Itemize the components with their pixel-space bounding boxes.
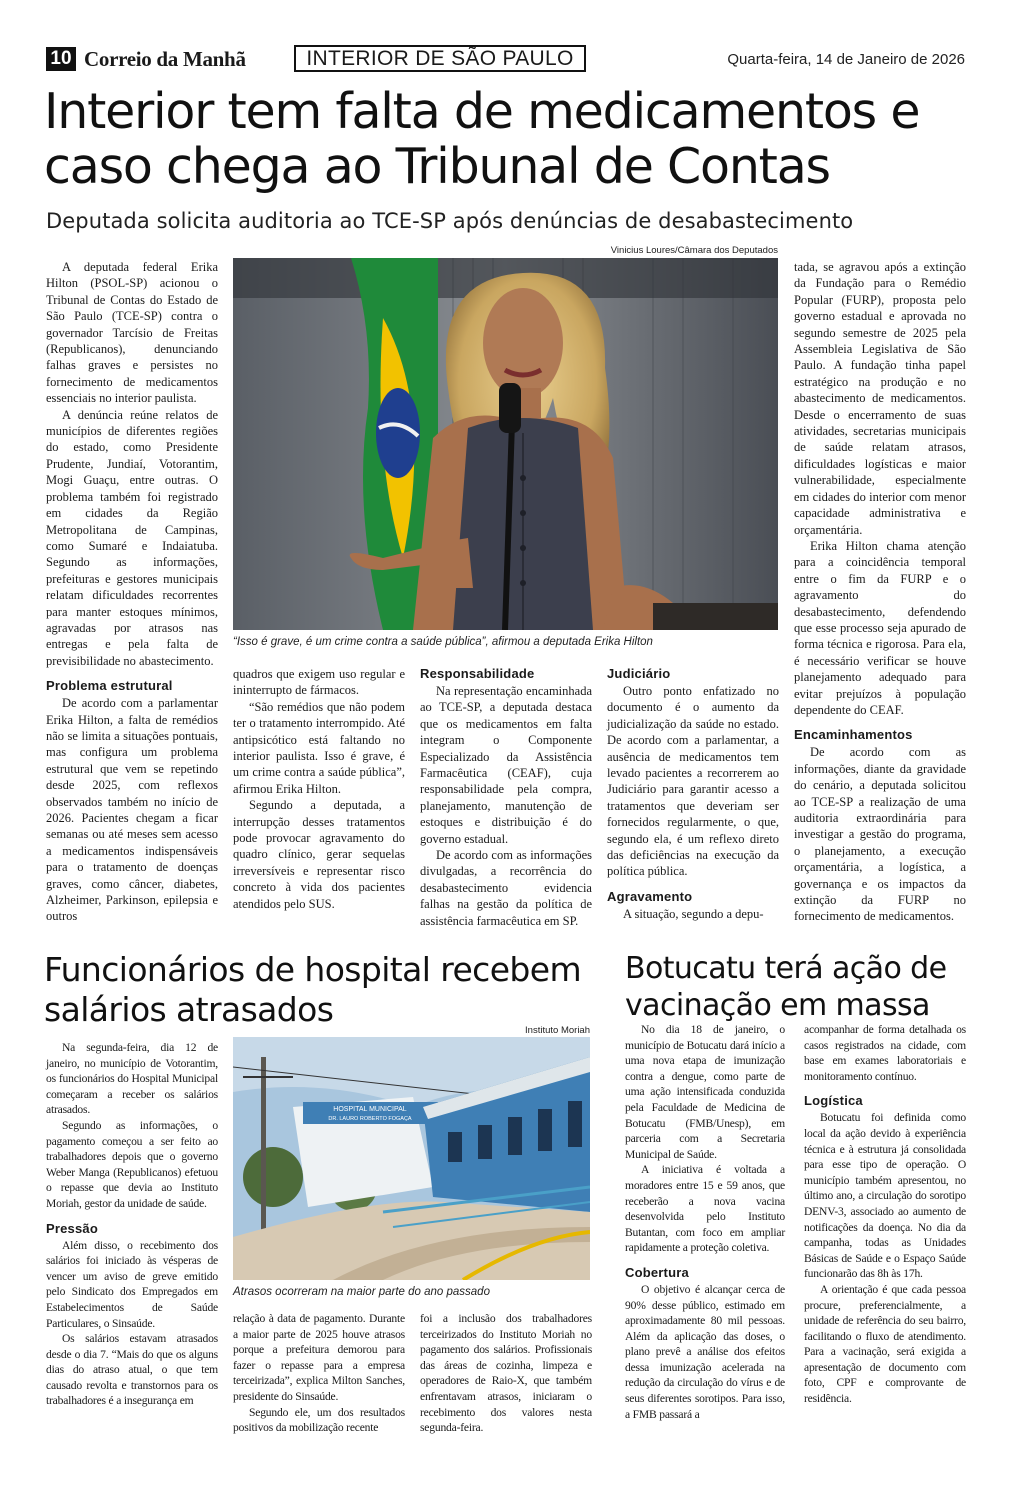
hospital-paragraph: Os salários estavam atrasados desde o dia 7. “Mais do que os alguns dias do atraso atual, o que tem causado revolta e transtornos para os trabalhadores é a insegurança em — [46, 1332, 218, 1408]
subhead-problema-estrutural: Problema estrutural — [46, 678, 173, 694]
hospital-column-1 — [46, 1040, 218, 1409]
vaccine-headline: Botucatu terá ação de vacinação em massa — [625, 951, 947, 1023]
hospital-paragraph: Na segunda-feira, dia 12 de janeiro, no município de Votorantim, os funcionários do Hospital Municipal começaram a receber os salários atrasados. — [46, 1041, 218, 1117]
main-paragraph: A situação, segundo a depu- — [623, 906, 764, 921]
vaccine-paragraph: No dia 18 de janeiro, o município de Botucatu dará início a uma nova etapa de imunização contra a dengue, como parte de uma ação intensificada conduzida pela Faculdade de Medicina de Botucatu (FMB/Unesp), em parceria com a Secretaria Municipal de Saúde. — [625, 1023, 785, 1161]
main-column-2 — [233, 666, 405, 912]
main-paragraph: A denúncia reúne relatos de municípios de diferentes regiões do estado, como Presidente Prudente, Jundiaí, Votorantim, Mogi Guaçu, entre outras. O problema também foi registrado em cidades da Região Metropolitana de Campinas, como Sumaré e Indaiatuba. Segundo as informações, prefeituras e gestores municipais relatam dificuldades recorrentes para manter estoques mínimos, agravadas por atrasos nas entregas e pela falta de previsibilidade no abastecimento. — [46, 407, 218, 668]
deputy-speaking-image — [233, 258, 778, 630]
main-subheadline: Deputada solicita auditoria ao TCE-SP após denúncias de desabastecimento — [46, 209, 854, 233]
main-paragraph: De acordo com as informações, diante da gravidade do cenário, a deputada solicitou ao TCE-SP a realização de uma auditoria extraordinária para investigar a gestão do programa, o planejamento, a execução orçamentária, a logística, a governança e os impactos da extinção da FURP no fornecimento de medicamentos. — [794, 745, 966, 924]
hospital-column-3 — [420, 1311, 592, 1436]
hospital-column-2 — [233, 1311, 405, 1436]
main-photo-caption: “Isso é grave, é um crime contra a saúde pública”, afirmou a deputada Erika Hilton — [233, 636, 653, 648]
hospital-paragraph: foi a inclusão dos trabalhadores terceirizados do Instituto Moriah no pagamento dos salários. Profissionais das áreas de cozinha, limpeza e operadores de Raio-X, que também enfrentavam atrasos, iniciaram o recebimento dos valores nesta segunda-feira. — [420, 1312, 592, 1435]
hospital-sign-title: HOSPITAL MUNICIPAL — [333, 1106, 407, 1113]
main-paragraph: Erika Hilton chama atenção para a coincidência temporal entre o fim da FURP e o agravamento do desabastecimento, defendendo que esse processo seja apurado de forma técnica e rigorosa. Para ela, é necessário verificar se houve planejamento adequado para evitar prejuízos à população dependente do CEAF. — [794, 538, 966, 717]
main-paragraph: De acordo com a parlamentar Erika Hilton, a falta de remédios não se limita a situações pontuais, mas configura um problema estrutural que vem se repetindo desde 2025, com reflexos observados também no início de 2026. Pacientes chegam a ficar semanas ou até meses sem acesso a medicamentos indispensáveis para o tratamento de doenças graves, como câncer, diabetes, Alzheimer, Parkinson, epilepsia e outros — [46, 696, 218, 924]
main-paragraph: tada, se agravou após a extinção da Fundação para o Remédio Popular (FURP), proposta pelo governo estadual e aprovada no segundo semestre de 2025 pela Assembleia Legislativa de São Paulo. A fundação tinha papel estratégico na produção e no abastecimento de medicamentos. Desde o encerramento de suas atividades, secretarias municipais de saúde relatam atrasos, dificuldades logísticas e maior vulnerabilidade, especialmente em cidades do interior com menor capacidade administrativa e orçamentária. — [794, 260, 966, 537]
main-column-5 — [794, 259, 966, 925]
main-photo-credit: Vinicius Loures/Câmara dos Deputados — [610, 245, 778, 256]
edition-date: Quarta-feira, 14 de Janeiro de 2026 — [727, 51, 965, 68]
newspaper-name: Correio da Manhã — [84, 47, 246, 71]
main-paragraph: A deputada federal Erika Hilton (PSOL-SP) acionou o Tribunal de Contas do Estado de São Paulo (TCE-SP) contra o governador Tarcísio de Freitas (Republicanos), denunciando falhas graves e persistes no fornecimento de medicamentos essenciais no interior paulista. — [46, 260, 218, 406]
hospital-photo-caption: Atrasos ocorreram na maior parte do ano passado — [233, 1286, 490, 1298]
subhead-encaminhamentos: Encaminhamentos — [794, 727, 913, 743]
main-column-3 — [420, 657, 592, 929]
subhead-agravamento: Agravamento — [607, 888, 693, 904]
vaccine-paragraph: A iniciativa é voltada a moradores entre 15 e 59 anos, que receberão a nova vacina desenvolvida pelo Instituto Butantan, com foco em ampliar rapidamente a proteção coletiva. — [625, 1163, 785, 1255]
main-paragraph: Na representação encaminhada ao TCE-SP, a deputada destaca que os medicamentos em falta integram o Componente Especializado da Assistência Farmacêutica (CEAF), cuja responsabilidade pela compra, planejamento, manutenção de estoques e distribuição é do governo estadual. — [420, 684, 592, 846]
main-paragraph: Outro ponto enfatizado no documento é o aumento da judicialização da saúde no estado. De acordo com a parlamentar, a ausência de medicamentos tem levado pacientes a recorrerem ao Judiciário para garantir acesso a tratamentos que deveriam ser fornecidos regularmente, o que, segundo ela, é um reflexo direto das deficiências na execução da política pública. — [607, 684, 779, 879]
hospital-sign-subtitle: DR. LAURO ROBERTO FOGAÇA — [328, 1116, 412, 1122]
hospital-headline: Funcionários de hospital recebem salários atrasados — [44, 950, 582, 1029]
vaccine-paragraph: Botucatu foi definida como local da ação devido à experiência técnica e à estrutura já consolidada para esse tipo de operação. O município também apresentou, no último ano, a circulação do sorotipo DENV-3, associado ao aumento de notificações da doença. No dia da campanha, todas as Unidades Básicas de Saúde e o Espaço Saúde funcionarão das 8h às 17h. — [804, 1111, 966, 1281]
quote-paragraph: “São remédios que não podem ter o tratamento interrompido. Até antipsicótico está faltando no interior paulista. Isso é grave, é um crime contra a saúde pública”, afirmou Erika Hilton. — [233, 699, 405, 796]
main-paragraph: Segundo a deputada, a interrupção desses tratamentos pode provocar agravamento do quadro clínico, gerar sequelas irreversíveis e representar risco concreto à vida dos pacientes atendidos pelo SUS. — [233, 798, 405, 911]
hospital-paragraph: Além disso, o recebimento dos salários foi iniciado às vésperas de vencer um aviso de greve emitido pelo Sindicato dos Empregados em Estabelecimentos de Saúde Particulares, o Sinsaúde. — [46, 1238, 218, 1330]
vaccine-column-2 — [804, 1022, 966, 1407]
vaccine-column-1 — [625, 1022, 785, 1422]
hospital-photo — [233, 1037, 590, 1280]
hospital-paragraph: relação à data de pagamento. Durante a maior parte de 2025 houve atrasos porque a prefeitura demorou para fazer o repasse para a empresa terceirizada”, explica Milton Sanches, presidente do Sinsaúde. — [233, 1312, 405, 1403]
subhead-pressao: Pressão — [46, 1220, 98, 1236]
subhead-cobertura: Cobertura — [625, 1264, 689, 1280]
hospital-building-image — [233, 1037, 590, 1280]
hospital-photo-credit: Instituto Moriah — [525, 1025, 590, 1036]
hospital-paragraph: Segundo ele, um dos resultados positivos da mobilização recente — [233, 1405, 405, 1435]
main-headline: Interior tem falta de medicamentos e caso chega ao Tribunal de Contas — [44, 83, 920, 195]
subhead-responsabilidade: Responsabilidade — [420, 666, 535, 681]
hospital-paragraph: Segundo as informações, o pagamento começou a ser feito ao trabalhadores depois que o governo Weber Manga (Republicanos) efetuou o repasse que devia ao Instituto Moriah, gestor da unidade de saúde. — [46, 1118, 218, 1210]
vaccine-paragraph: O objetivo é alcançar cerca de 90% desse público, estimado em aproximadamente 80 mil pessoas. Além da aplicação das doses, o plano prevê a análise dos efeitos dessa imunização acelerada na redução da circulação do vírus e de seus diferentes sorotipos. Para isso, a FMB passará a — [625, 1282, 785, 1421]
vaccine-paragraph: A orientação é que cada pessoa procure, preferencialmente, a unidade de referência do seu bairro, facilitando o fluxo de atendimento. Para a vacinação, será exigida a apresentação de documento com foto, CPF e comprovante de residência. — [804, 1282, 966, 1406]
subhead-logistica: Logística — [804, 1093, 863, 1109]
main-column-1 — [46, 259, 218, 925]
section-label: INTERIOR DE SÃO PAULO — [294, 45, 586, 72]
subhead-judiciario: Judiciário — [607, 666, 671, 681]
vaccine-paragraph: acompanhar de forma detalhada os casos registrados na cidade, com base em exames laboratoriais e monitoramento contínuo. — [804, 1023, 966, 1083]
main-photo — [233, 258, 778, 630]
main-column-4 — [607, 657, 779, 922]
page-number: 10 — [46, 47, 76, 71]
main-paragraph: De acordo com as informações divulgadas, a recorrência do desabastecimento evidencia falhas na gestão da política de assistência farmacêutica em SP. — [420, 848, 592, 928]
main-paragraph: quadros que exigem uso regular e ininterrupto de fármacos. — [233, 667, 405, 698]
